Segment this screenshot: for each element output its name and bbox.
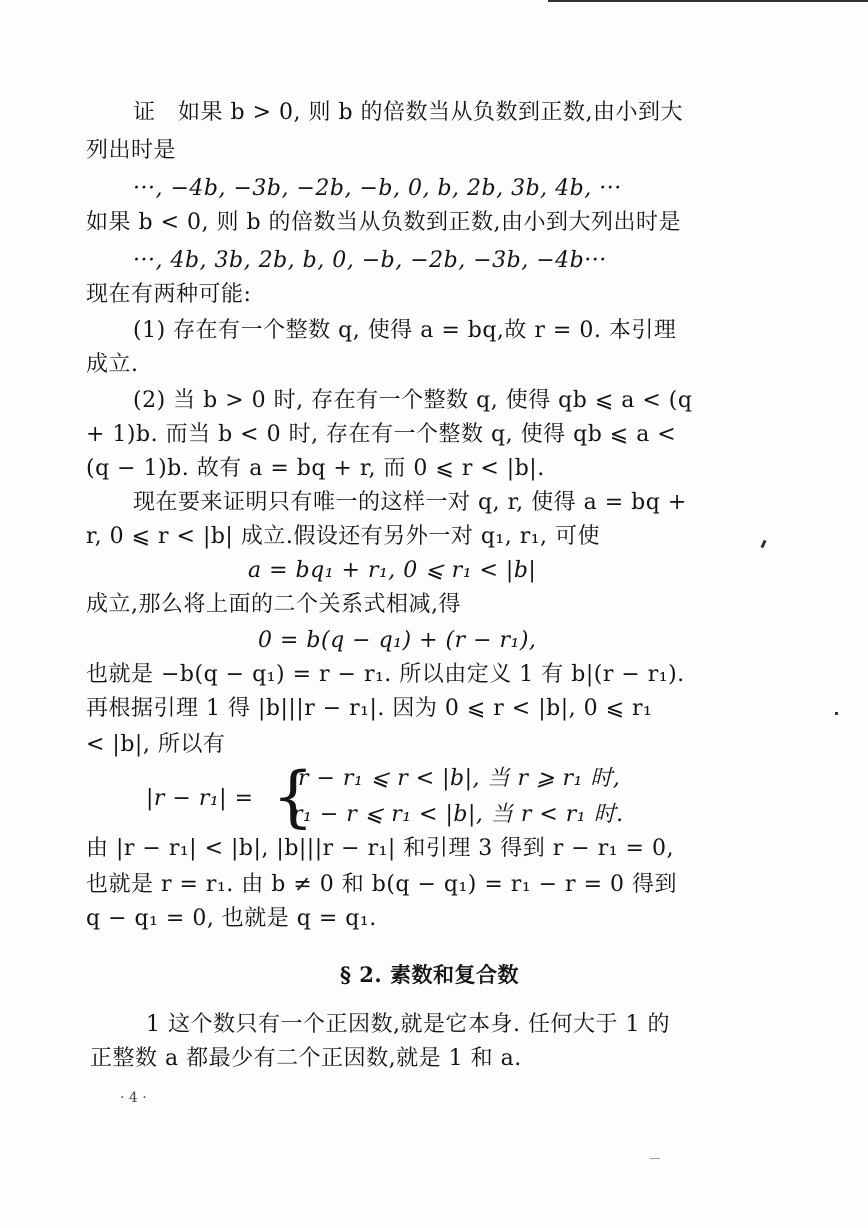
- conclusion-line-2: 也就是 r = r₁. 由 b ≠ 0 和 b(q − q₁) = r₁ − r = 0 得到: [86, 872, 677, 897]
- conclusion-line-3: q − q₁ = 0, 也就是 q = q₁.: [86, 906, 377, 931]
- multiples-sequence-positive: ···, −4b, −3b, −2b, −b, 0, b, 2b, 3b, 4b, ···: [133, 176, 622, 201]
- conclusion-line-1: 由 |r − r₁| < |b|, |b|||r − r₁| 和引理 3 得到 r − r₁ = 0,: [86, 836, 674, 861]
- equation-second-pair: a = bq₁ + r₁, 0 ⩽ r₁ < |b|: [248, 558, 537, 583]
- scan-speck: [835, 712, 838, 715]
- piecewise-lhs: |r − r₁| =: [146, 786, 254, 811]
- proof-line-2: 列出时是: [86, 138, 177, 163]
- uniqueness-line-8: < |b|, 所以有: [86, 732, 226, 757]
- piecewise-case-1: r − r₁ ⩽ r < |b|, 当 r ⩾ r₁ 时,: [298, 766, 621, 791]
- section-paragraph-line-2: 正整数 a 都最少有二个正因数,就是 1 和 a.: [90, 1046, 522, 1071]
- scan-speck: [760, 540, 766, 549]
- section-paragraph-line-1: 1 这个数只有一个正因数,就是它本身. 任何大于 1 的: [146, 1012, 670, 1037]
- uniqueness-line-1: 现在要来证明只有唯一的这样一对 q, r, 使得 a = bq +: [133, 490, 687, 515]
- case-2-line-3: (q − 1)b. 故有 a = bq + r, 而 0 ⩽ r < |b|.: [86, 456, 545, 481]
- case-1-line-2: 成立.: [86, 352, 139, 377]
- uniqueness-line-6: 也就是 −b(q − q₁) = r − r₁. 所以由定义 1 有 b|(r − r₁).: [86, 662, 685, 687]
- uniqueness-line-2: r, 0 ⩽ r < |b| 成立.假设还有另外一对 q₁, r₁, 可使: [86, 524, 601, 549]
- uniqueness-line-4: 成立,那么将上面的二个关系式相减,得: [86, 592, 461, 617]
- case-2-line-2: + 1)b. 而当 b < 0 时, 存在有一个整数 q, 使得 qb ⩽ a <: [86, 422, 677, 447]
- uniqueness-line-7: 再根据引理 1 得 |b|||r − r₁|. 因为 0 ⩽ r < |b|, 0 ⩽ r₁: [86, 696, 653, 721]
- proof-line-6: 现在有两种可能:: [86, 282, 252, 307]
- section-heading: § 2. 素数和复合数: [340, 962, 520, 987]
- proof-line-1: 证 如果 b > 0, 则 b 的倍数当从负数到正数,由小到大: [133, 100, 684, 125]
- case-1-line-1: (1) 存在有一个整数 q, 使得 a = bq,故 r = 0. 本引理: [133, 318, 677, 343]
- page-number: · 4 ·: [120, 1090, 147, 1106]
- scan-speck: [650, 1158, 660, 1159]
- top-border-line: [548, 0, 868, 2]
- piecewise-case-2: r₁ − r ⩽ r₁ < |b|, 当 r < r₁ 时.: [292, 802, 624, 827]
- proof-line-4: 如果 b < 0, 则 b 的倍数当从负数到正数,由小到大列出时是: [86, 210, 682, 235]
- equation-difference: 0 = b(q − q₁) + (r − r₁),: [258, 628, 537, 653]
- multiples-sequence-negative: ···, 4b, 3b, 2b, b, 0, −b, −2b, −3b, −4b···: [133, 248, 607, 273]
- case-2-line-1: (2) 当 b > 0 时, 存在有一个整数 q, 使得 qb ⩽ a < (q: [133, 388, 693, 413]
- piecewise-brace: {: [272, 758, 314, 835]
